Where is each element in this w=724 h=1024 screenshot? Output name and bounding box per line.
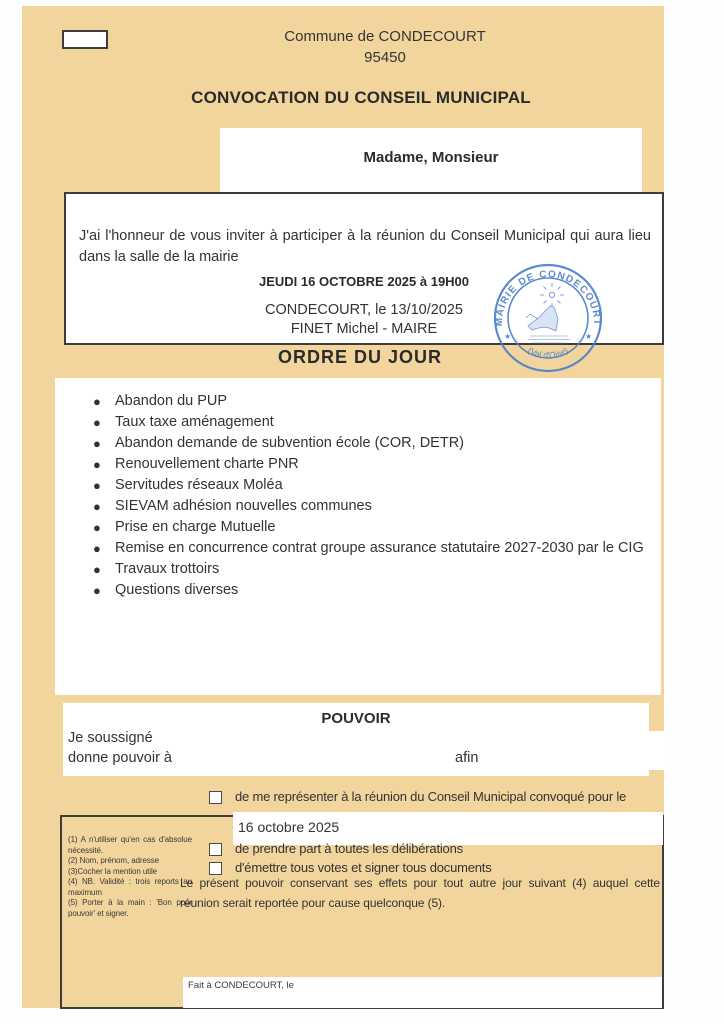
footnotes-block (68, 835, 192, 919)
stamp-bottom-text: (Val d'Oise) (526, 345, 570, 361)
agenda-item (75, 391, 645, 412)
meeting-date-value: 16 octobre 2025 (238, 819, 340, 835)
pouvoir-box (63, 703, 649, 776)
agenda-item (75, 475, 645, 496)
agenda-item-label: SIEVAM adhésion nouvelles communes (115, 498, 372, 514)
represent-checkbox-label: de me représenter à la réunion du Conseil Municipal convoqué pour le (235, 789, 627, 804)
bullet-icon: ● (93, 394, 101, 409)
pouvoir-heading: POUVOIR (321, 710, 391, 727)
agenda-item (75, 433, 645, 454)
bullet-icon: ● (93, 541, 101, 556)
agenda-item-label: Abandon demande de subvention école (COR, DETR) (115, 435, 464, 451)
signatory-line: FINET Michel - MAIRE (290, 321, 438, 337)
pouvoir-soussigne-line: Je soussigné (68, 730, 153, 746)
agenda-item-label: Abandon du PUP (115, 393, 228, 409)
agenda-item (75, 538, 645, 559)
deliberations-checkbox-label: de prendre part à toutes les délibérations (235, 841, 463, 856)
commune-name: Commune de CONDECOURT (284, 28, 486, 45)
stamp-star-right-icon: ★ (585, 332, 593, 341)
bullet-icon: ● (93, 478, 101, 493)
agenda-item-label: Remise en concurrence contrat groupe assurance statutaire 2027-2030 par le CIG (115, 540, 644, 556)
footnote-item: (5) Porter à la main : 'Bon pour pouvoir' et signer. (68, 898, 192, 918)
closing-paragraph: Le présent pouvoir conservant ses effets pour tout autre jour suivant (4) auquel cette réunion serait reportée pour cause quelconque (5). (180, 876, 660, 910)
meeting-datetime: JEUDI 16 OCTOBRE 2025 à 19H00 (258, 274, 470, 289)
bullet-icon: ● (93, 415, 101, 430)
agenda-heading: ORDRE DU JOUR (277, 347, 442, 367)
agenda-item (75, 496, 645, 517)
footer-strip (183, 977, 662, 1008)
agenda-box (55, 378, 661, 695)
agenda-list (75, 391, 645, 601)
agenda-item (75, 580, 645, 601)
represent-checkbox[interactable] (209, 791, 222, 804)
intro-paragraph: J'ai l'honneur de vous inviter à participer à la réunion du Conseil Municipal qui aura lieu dans la salle de la mairie (79, 228, 651, 265)
commune-header (65, 26, 705, 68)
made-at-line: Fait à CONDECOURT, le (188, 980, 294, 991)
page-title: CONVOCATION DU CONSEIL MUNICIPAL (191, 88, 531, 107)
agenda-item (75, 517, 645, 538)
agenda-item-label: Questions diverses (115, 582, 239, 598)
bullet-icon: ● (93, 583, 101, 598)
agenda-item-label: Taux taxe aménagement (115, 414, 274, 430)
stamp-star-left-icon: ★ (504, 332, 512, 341)
pouvoir-donne-line: donne pouvoir à (68, 750, 172, 766)
bullet-icon: ● (93, 499, 101, 514)
bullet-icon: ● (93, 520, 101, 535)
stamp-figure-icon (526, 283, 570, 343)
votes-checkbox-label: d'émettre tous votes et signer tous documents (235, 860, 492, 875)
footnote-item: (2) Nom, prénom, adresse (68, 856, 159, 865)
place-date-line: CONDECOURT, le 13/10/2025 (265, 302, 463, 318)
deliberations-checkbox[interactable] (209, 843, 222, 856)
salutation-box (220, 128, 642, 192)
agenda-item (75, 559, 645, 580)
bullet-icon: ● (93, 457, 101, 472)
agenda-item-label: Renouvellement charte PNR (115, 456, 299, 472)
footnote-item: (1) A n'utiliser qu'en cas d'absolue nécessité. (68, 835, 192, 855)
agenda-item (75, 454, 645, 475)
footnote-item: (4) NB. Validité : trois reports au maximum (68, 877, 192, 897)
bullet-icon: ● (93, 436, 101, 451)
agenda-item-label: Prise en charge Mutuelle (115, 519, 276, 535)
agenda-item-label: Travaux trottoirs (115, 561, 220, 577)
pouvoir-afin-label: afin (455, 750, 479, 766)
bullet-icon: ● (93, 562, 101, 577)
paper-notch (649, 731, 664, 770)
footnote-item: (3)Cocher la mention utile (68, 866, 157, 876)
salutation: Madame, Monsieur (363, 149, 499, 166)
agenda-item-label: Servitudes réseaux Moléa (115, 477, 283, 493)
postal-code: 95450 (364, 49, 406, 66)
agenda-item (75, 412, 645, 433)
stamp-top-text: MAIRIE DE CONDECOURT (493, 269, 603, 327)
